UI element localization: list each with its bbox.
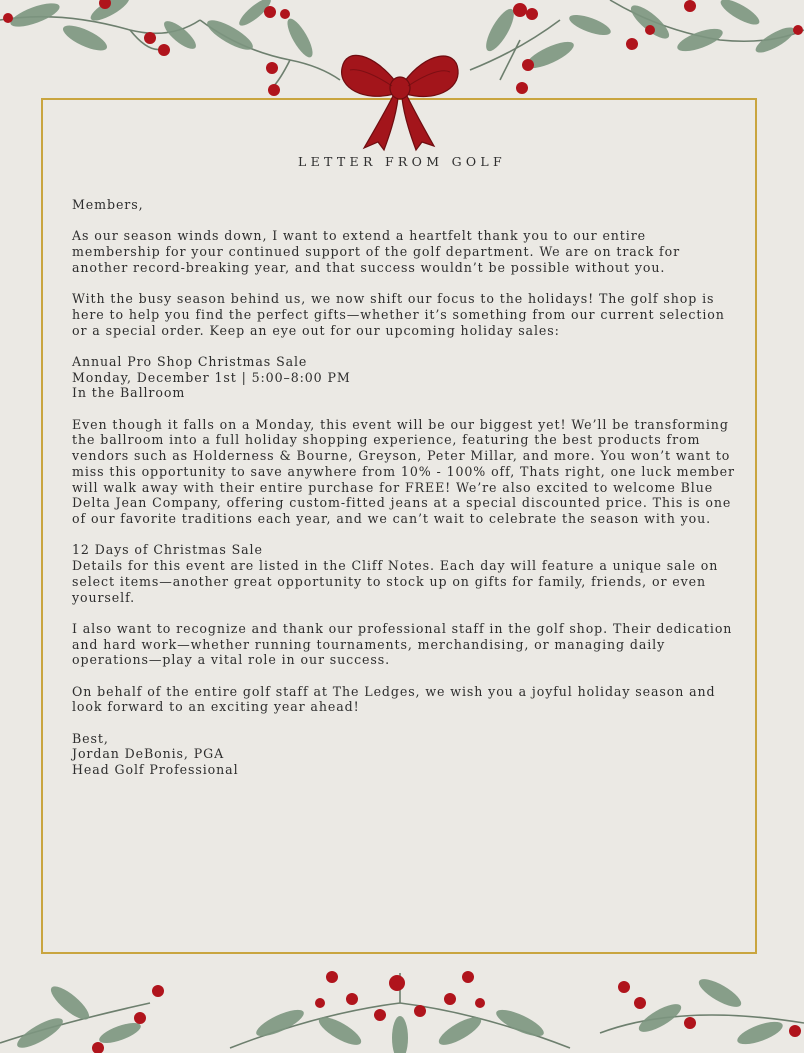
- holidays-paragraph: With the busy season behind us, we now shift our focus to the holidays! The golf shop is here to help you find the perfect gifts—whether it’s something from our current selection or a special order. Keep an eye out for our upcoming holiday sales:: [72, 291, 725, 338]
- event-christmas-sale: [72, 354, 738, 401]
- red-bow-icon: [334, 44, 466, 152]
- event-name: 12 Days of Christmas Sale: [72, 542, 263, 558]
- event-name: Annual Pro Shop Christmas Sale: [72, 353, 308, 369]
- letter-title: LETTER FROM GOLF: [298, 154, 506, 169]
- signer-title: Head Golf Professional: [72, 762, 239, 778]
- signature-block: [72, 731, 738, 778]
- event-location: In the Ballroom: [72, 385, 186, 401]
- event-description-paragraph: Even though it falls on a Monday, this event will be our biggest yet! We’ll be transforming the ballroom into a full holiday shopping experience, featuring the best products from vendors such as Holderness & Bourne, Greyson, Peter Millar, and more. You won’t want to miss this opportunity to save anywhere from 10% - 100% off, Thats right, one luck member will walk away with their entire purchase for FREE! We’re also excited to welcome Blue Delta Jean Company, offering custom-fitted jeans at a special discounted price. This is one of our favorite traditions each year, and we can’t wait to celebrate the season with you.: [72, 416, 735, 526]
- staff-thanks-paragraph: I also want to recognize and thank our professional staff in the golf shop. Their dedication and hard work—whether running tournaments, merchandising, or managing daily operations—play a vital role in our success.: [72, 620, 733, 668]
- letter-body: [72, 197, 738, 794]
- salutation: Members,: [72, 197, 144, 212]
- event-datetime: Monday, December 1st | 5:00–8:00 PM: [72, 369, 351, 385]
- event-12-days-sale: [72, 542, 738, 605]
- signoff: Best,: [72, 730, 109, 746]
- event-details: Details for this event are listed in the Cliff Notes. Each day will feature a unique sale on select items—another great opportunity to stock up on gifts for family, friends, or even yourself.: [72, 558, 719, 605]
- intro-paragraph: As our season winds down, I want to extend a heartfelt thank you to our entire membership for your continued support of the golf department. We are on track for another record-breaking year, and that success wouldn’t be possible without you.: [72, 228, 681, 275]
- closing-paragraph: On behalf of the entire golf staff at The Ledges, we wish you a joyful holiday season and look forward to an exciting year ahead!: [72, 683, 716, 715]
- signer-name: Jordan DeBonis, PGA: [72, 746, 225, 762]
- bottom-garland-illustration: [0, 963, 804, 1053]
